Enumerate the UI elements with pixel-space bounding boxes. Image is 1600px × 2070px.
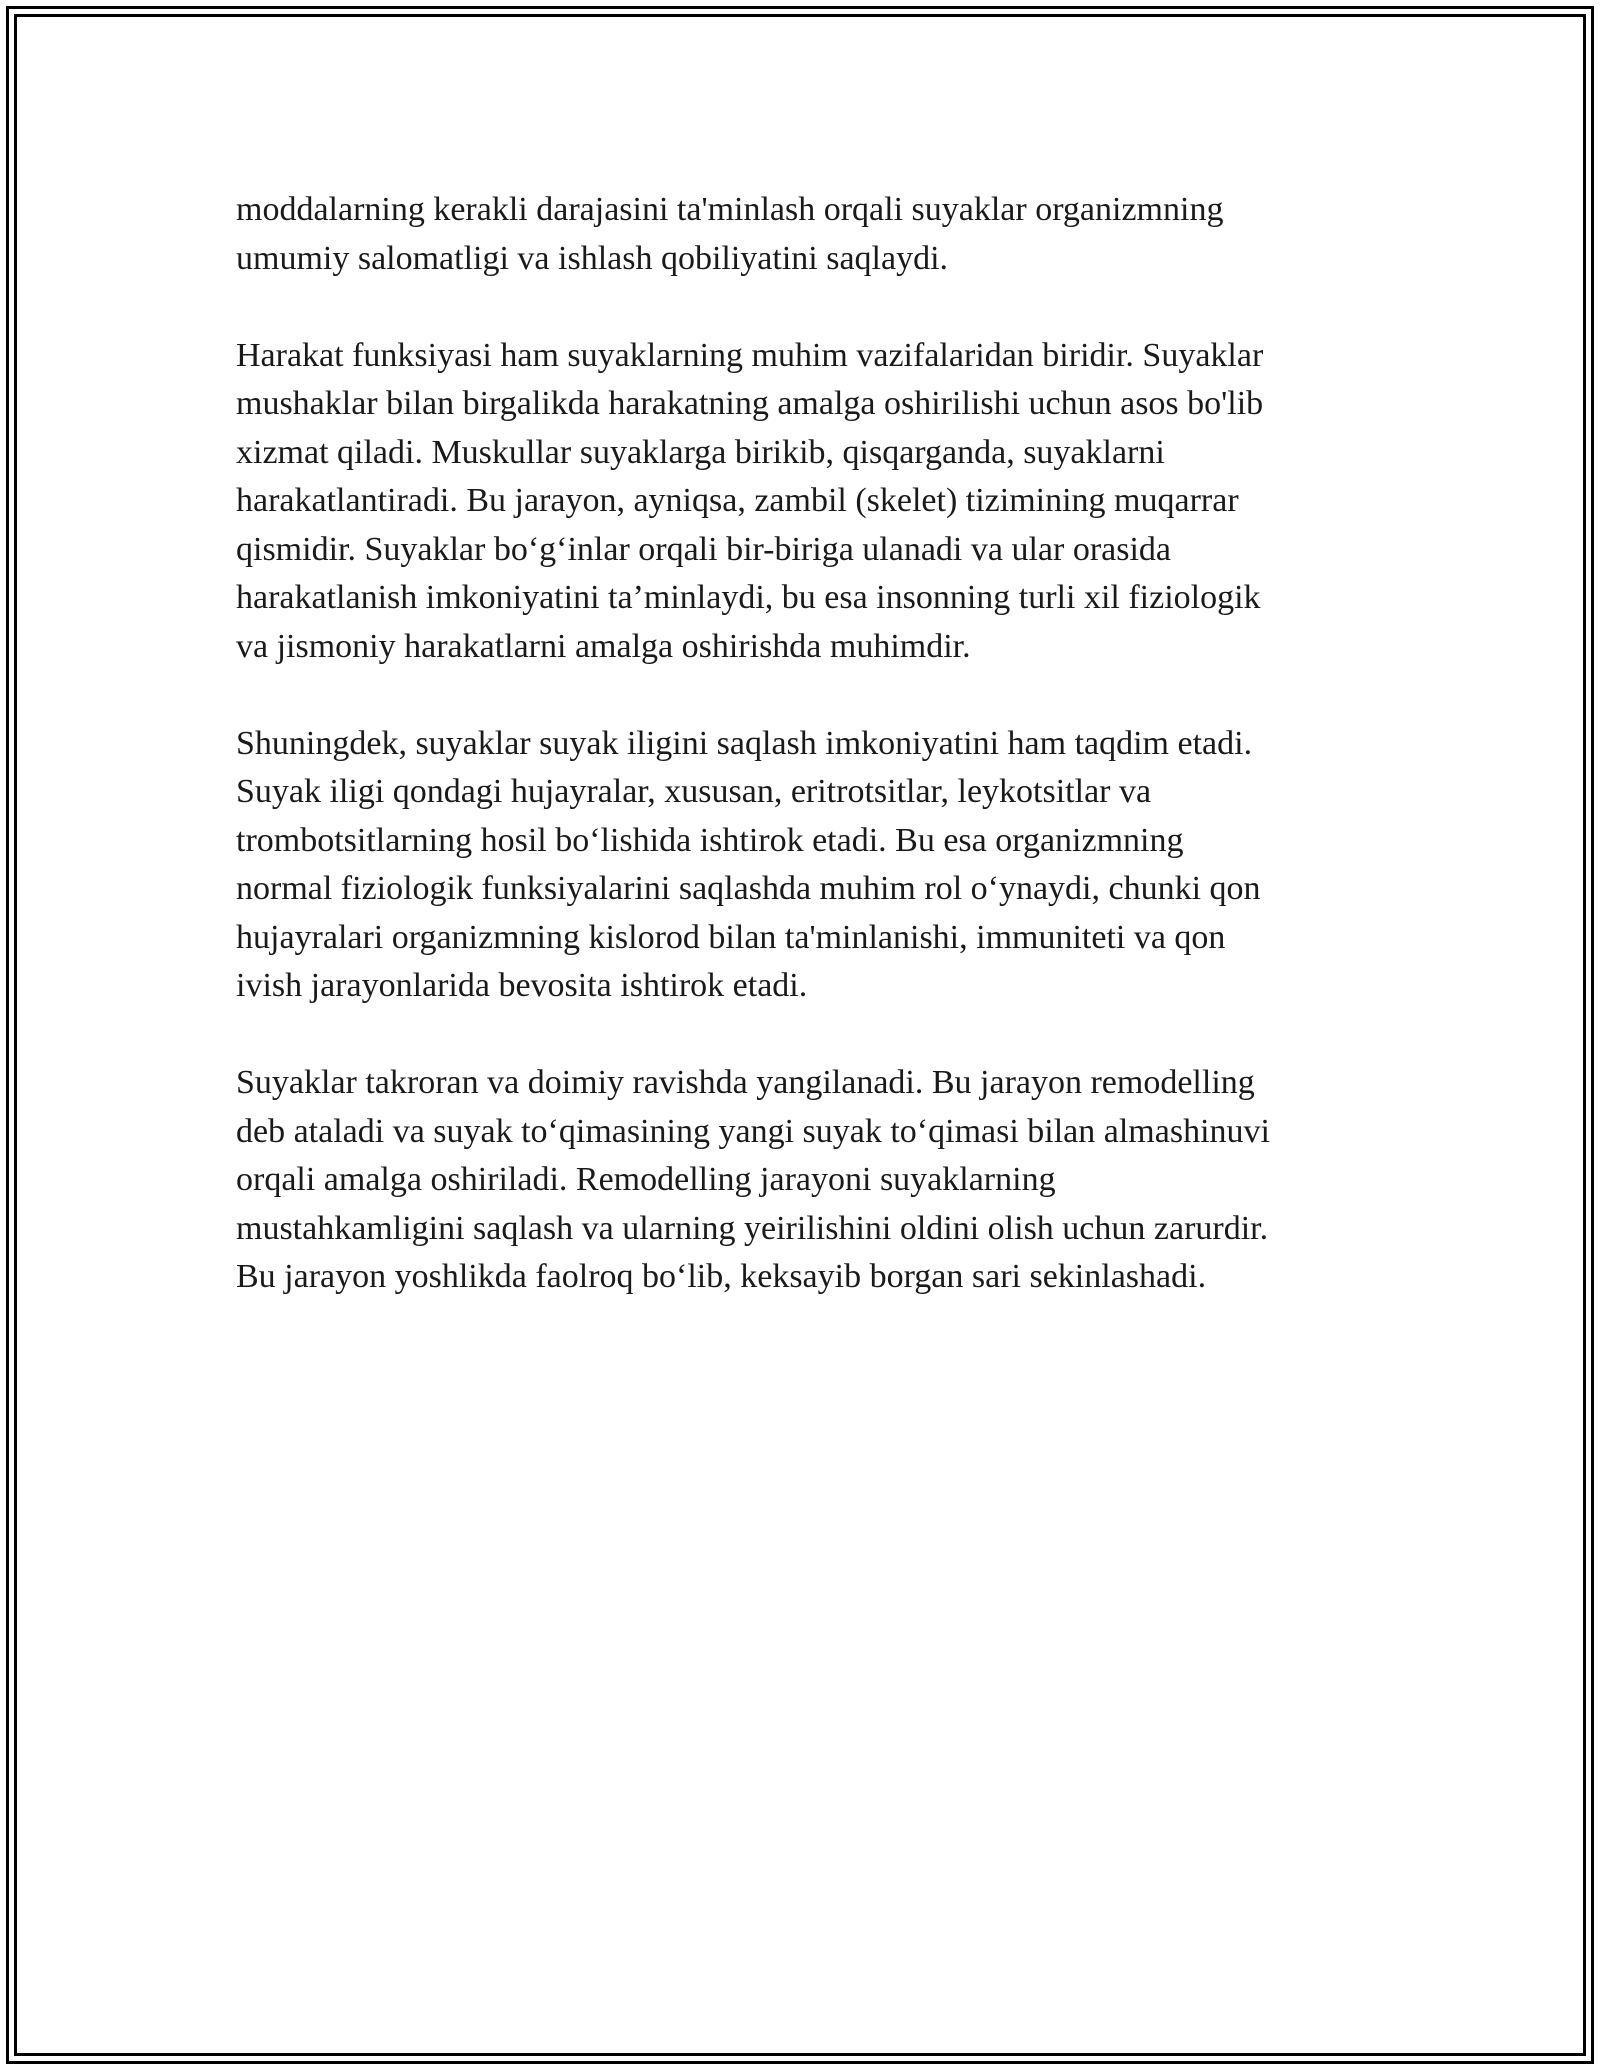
paragraph-line: ivish jarayonlarida bevosita ishtirok etadi. [236, 967, 808, 1004]
paragraph-line: umumiy salomatligi va ishlash qobiliyatini saqlaydi. [236, 239, 949, 277]
paragraph-4 [236, 1059, 1356, 1302]
paragraph-line: deb ataladi va suyak to‘qimasining yangi suyak to‘qimasi bilan almashinuvi [236, 1112, 1270, 1150]
paragraph-line: xizmat qiladi. Muskullar suyaklarga birikib, qisqarganda, suyaklarni [236, 433, 1165, 471]
paragraph-line: normal fiziologik funksiyalarini saqlashda muhim rol o‘ynaydi, chunki qon [236, 870, 1261, 907]
paragraph-1 [236, 186, 1356, 283]
paragraph-line: Suyaklar takroran va doimiy ravishda yangilanadi. Bu jarayon remodelling [236, 1064, 1255, 1101]
document-body [236, 186, 1356, 1350]
paragraph-line: Harakat funksiyasi ham suyaklarning muhim vazifalaridan biridir. Suyaklar [236, 336, 1264, 374]
paragraph-line: harakatlantiradi. Bu jarayon, ayniqsa, zambil (skelet) tizimining muqarrar [236, 482, 1239, 519]
paragraph-2 [236, 332, 1356, 672]
paragraph-3 [236, 720, 1356, 1011]
paragraph-line: mustahkamligini saqlash va ularning yeirilishini oldini olish uchun zarurdir. [236, 1209, 1269, 1247]
paragraph-line: Bu jarayon yoshlikda faolroq bo‘lib, keksayib borgan sari sekinlashadi. [236, 1258, 1207, 1295]
paragraph-line: Shuningdek, suyaklar suyak iligini saqlash imkoniyatini ham taqdim etadi. [236, 724, 1253, 762]
paragraph-line: Suyak iligi qondagi hujayralar, xususan, eritrotsitlar, leykotsitlar va [236, 773, 1152, 810]
paragraph-line: hujayralari organizmning kislorod bilan ta'minlanishi, immuniteti va qon [236, 918, 1226, 956]
paragraph-line: moddalarning kerakli darajasini ta'minlash orqali suyaklar organizmning [236, 191, 1224, 228]
paragraph-line: harakatlanish imkoniyatini ta’minlaydi, bu esa insonning turli xil fiziologik [236, 579, 1261, 616]
paragraph-line: trombotsitlarning hosil bo‘lishida ishtirok etadi. Bu esa organizmning [236, 821, 1184, 859]
paragraph-line: qismidir. Suyaklar bo‘g‘inlar orqali bir-biriga ulanadi va ular orasida [236, 530, 1171, 568]
paragraph-line: mushaklar bilan birgalikda harakatning amalga oshirilishi uchun asos bo'lib [236, 385, 1264, 422]
paragraph-line: va jismoniy harakatlarni amalga oshirishda muhimdir. [236, 627, 971, 665]
paragraph-line: orqali amalga oshiriladi. Remodelling jarayoni suyaklarning [236, 1161, 1056, 1198]
